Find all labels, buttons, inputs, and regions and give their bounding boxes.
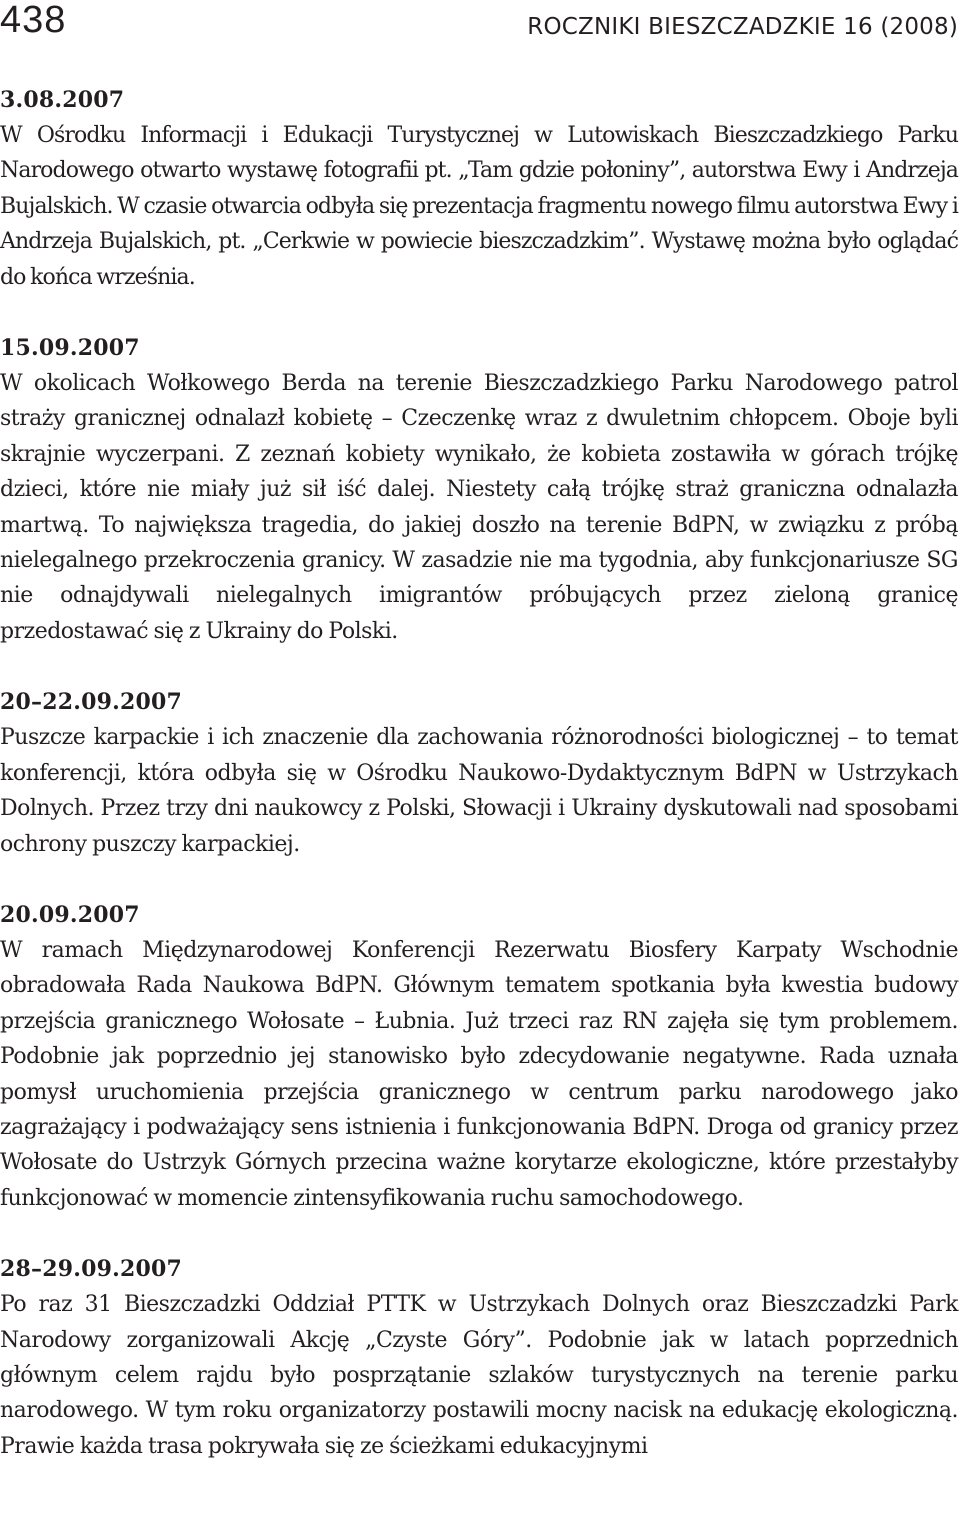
entry-date: 15.09.2007: [0, 335, 140, 362]
chronicle-entry: [0, 1251, 958, 1464]
chronicle-entries: [0, 82, 958, 1499]
entry-date: 20–22.09.2007: [0, 689, 182, 716]
entry-date: 28–29.09.2007: [0, 1256, 182, 1283]
entry-date: 20.09.2007: [0, 901, 140, 928]
entry-text: W okolicach Wołkowego Berda na terenie Bieszczadzkiego Parku Narodowego patrol straży granicznej odnalazł kobietę – Czeczenkę wraz z dwuletnim chłopcem. Oboje byli skrajnie wyczerpani. Z zeznań kobiety wynikało, że kobieta zostawiła w górach trójkę dzieci, które nie miały już sił iść dalej. Niestety całą trójkę straż graniczna odnalazła martwą. To największa tragedia, do jakiej doszło na terenie BdPN, w związku z próbą nielegalnego przekroczenia granicy. W zasadzie nie ma tygodnia, aby funkcjonariusze SG nie odnajdywali nielegalnych imigrantów próbujących przez zieloną granicę przedostawać się z Ukrainy do Polski.: [0, 371, 958, 644]
entry-text: W ramach Międzynarodowej Konferencji Rezerwatu Biosfery Karpaty Wschodnie obradowała Rada Naukowa BdPN. Głównym tematem spotkania była kwestia budowy przejścia granicznego Wołosate – Łubnia. Już trzeci raz RN zajęła się tym problemem. Podobnie jak poprzednio jej stanowisko było zdecydowanie negatywne. Rada uznała pomysł uruchomienia przejścia granicznego w centrum parku narodowego jako zagrażający i podważający sens istnienia i funkcjonowania BdPN. Droga od granicy przez Wołosate do Ustrzyk Górnych przecina ważne korytarze ekologiczne, które przestałyby funkcjonować w momencie zintensyfikowania ruchu samochodowego.: [0, 937, 958, 1211]
entry-date: 3.08.2007: [0, 87, 125, 113]
entry-text: Po raz 31 Bieszczadzki Oddział PTTK w Ustrzykach Dolnych oraz Bieszczadzki Park Narodowy zorganizowali Akcję „Czyste Góry”. Podobnie jak w latach poprzednich głównym celem rajdu było posprzątanie szlaków turystycznych na terenie parku narodowego. W tym roku organizatorzy postawili mocny nacisk na edukację ekologiczną. Prawie każda trasa pokrywała się ze ścieżkami edukacyjnymi: [0, 1292, 958, 1459]
running-header: [0, 0, 960, 52]
page-number: 438: [0, 0, 67, 41]
journal-title: ROCZNIKI BIESZCZADZKIE 16 (2008): [527, 14, 958, 40]
entry-text: Puszcze karpackie i ich znaczenie dla zachowania różnorodności biologicznej – to temat konferencji, która odbyła się w Ośrodku Naukowo-Dydaktycznym BdPN w Ustrzykach Dolnych. Przez trzy dni naukowcy z Polski, Słowacji i Ukrainy dyskutowali nad sposobami ochrony puszczy karpackiej.: [0, 725, 958, 857]
chronicle-entry: [0, 897, 958, 1216]
chronicle-entry: [0, 684, 958, 862]
chronicle-entry: [0, 330, 958, 649]
chronicle-entry: [0, 82, 958, 295]
entry-text: W Ośrodku Informacji i Edukacji Turystycznej w Lutowiskach Bieszczadzkiego Parku Narodowego otwarto wystawę fotografii pt. „Tam gdzie połoniny”, autorstwa Ewy i Andrzeja Bujalskich. W czasie otwarcia odbyła się prezentacja fragmentu nowego filmu autorstwa Ewy i Andrzeja Bujalskich, pt. „Cerkwie w powiecie bieszczadzkim”. Wystawę można było oglądać do końca września.: [0, 123, 958, 290]
